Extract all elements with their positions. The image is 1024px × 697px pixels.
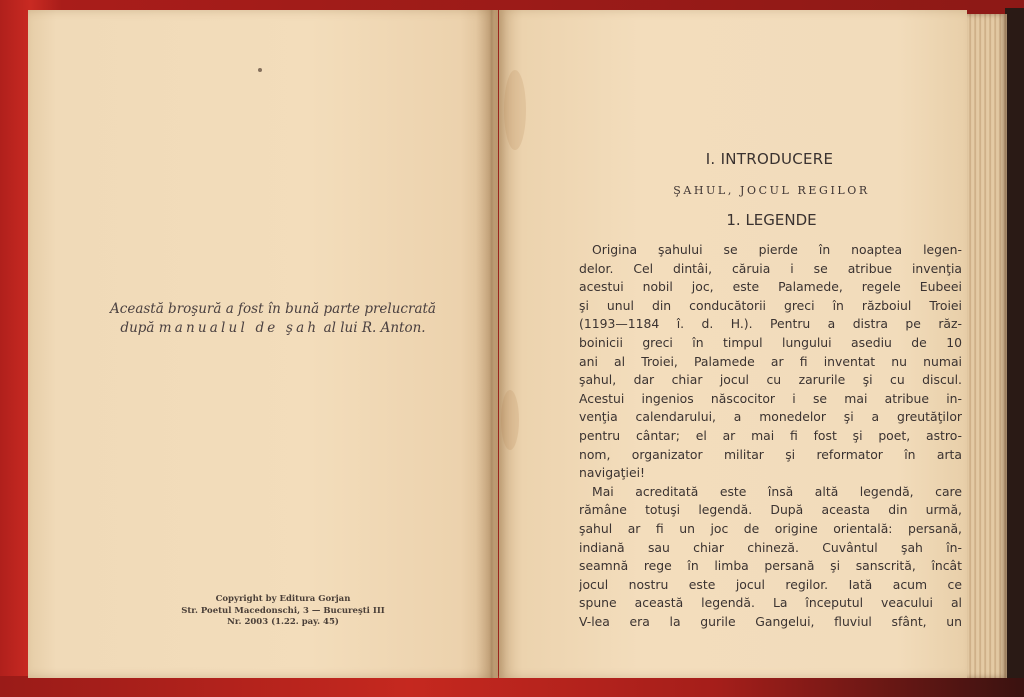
text-line: acestui nobil joc, este Palamede, regele Eubeei (579, 279, 962, 295)
text-line: venţia calendarului, a monedelor şi a greutăţilor (579, 409, 962, 425)
chapter-title: I. INTRODUCERE (705, 150, 834, 168)
body-text (579, 241, 964, 631)
text-line: şahul, dar chiar jocul cu zarurile şi cu discul. (579, 372, 962, 388)
text-line: jocul nostru este jocul regilor. Iată acum ce (579, 576, 962, 592)
text-line: Mai acreditată este însă altă legendă, care (592, 483, 962, 499)
text-line: indiană sau chiar chineză. Cuvântul şah în- (579, 539, 962, 555)
text-line: pentru cântar; el ar mai fi fost şi poet, astro- (579, 427, 962, 443)
text-line: şi unul din conducătorii greci în războiul Troiei (579, 297, 962, 313)
dedication-line-2 (68, 319, 478, 338)
dedication-author: al lui R. Anton. (323, 320, 426, 336)
text-line: V-lea era la gurile Gangelui, fluviul sfânt, un (579, 613, 962, 629)
dedication-line-1: Această broşură a fost în bună parte prelucrată (110, 301, 436, 317)
dedication-note (68, 300, 478, 338)
text-line: şahul ar fi un joc de origine orientală: persană, (579, 520, 962, 536)
text-line: (1193—1184 î. d. H.). Pentru a distra pe răz- (579, 316, 962, 332)
text-line: navigaţiei! (579, 465, 646, 481)
chapter-content (579, 150, 964, 631)
section-title: 1. LEGENDE (726, 211, 817, 229)
page-edges (967, 14, 1007, 678)
page-speck (258, 68, 262, 72)
text-line: delor. Cel dintâi, căruia i se atribue invenţia (579, 260, 962, 276)
text-line: spune această legendă. La începutul veacului al (579, 595, 962, 611)
copyright-line-3: Nr. 2003 (1.22. pay. 45) (227, 617, 339, 627)
text-line: ani al Troiei, Palamede ar fi inventat nu numai (579, 353, 962, 369)
book-gutter (476, 10, 506, 678)
copyright-line-2: Str. Poetul Macedonschi, 3 — Bucureşti III (181, 605, 385, 616)
text-line: Acestui ingenios născocitor i se mai atribue in- (579, 390, 962, 406)
chapter-subtitle: ŞAHUL, JOCUL REGILOR (673, 184, 870, 197)
text-line: seamnă rege în limba persană şi sanscrită, încât (579, 558, 962, 574)
page-stain (504, 70, 526, 150)
text-line: rămâne totuşi legendă. După aceasta din urmă, (579, 502, 962, 518)
book-cover-bottom-edge (0, 676, 1024, 697)
dedication-word-dupa: după (120, 320, 155, 336)
copyright-block (133, 594, 433, 629)
dedication-manual-phrase: manualul de şah (158, 320, 320, 336)
text-line: nom, organizator militar şi reformator în arta (579, 446, 962, 462)
right-page (499, 10, 967, 678)
copyright-line-1: Copyright by Editura Gorjan (215, 594, 351, 604)
text-line: Origina şahului se pierde în noaptea legen- (592, 242, 962, 257)
left-page (28, 10, 498, 678)
book-spine-shadow (1005, 8, 1024, 678)
text-line: boinicii greci în timpul lungului asediu de 10 (579, 334, 962, 350)
